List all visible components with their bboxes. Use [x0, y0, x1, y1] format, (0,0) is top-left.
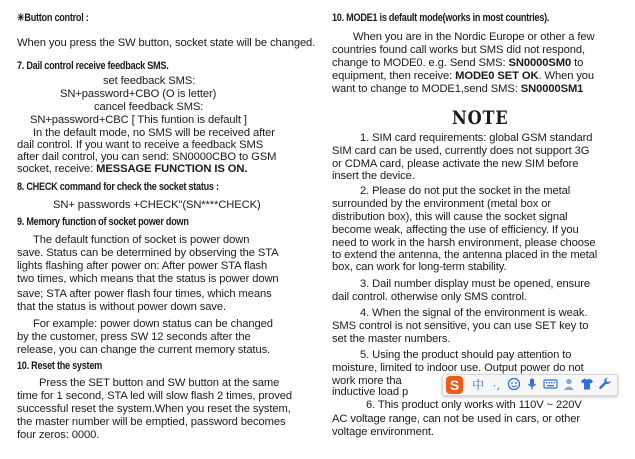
reset-paragraph-line: four zeros: 0000.: [17, 429, 100, 441]
note-2-line: to extend the antenna, the antenna placed in the metal: [332, 249, 598, 261]
keyboard-icon[interactable]: [543, 377, 558, 393]
ime-logo-icon[interactable]: S: [446, 376, 463, 394]
mode-paragraph-line: When you are in the Nordic Europe or other a few: [353, 31, 595, 43]
memory-paragraph-line: that the status is without power down save.: [17, 301, 227, 313]
wrench-icon[interactable]: [597, 377, 612, 393]
ime-toolbar[interactable]: [442, 374, 618, 396]
punctuation-toggle-button[interactable]: ·,: [492, 378, 500, 392]
note-2-line: distribution box), this will cause the socket signal: [332, 211, 568, 223]
note-1-line: insert the device.: [332, 170, 415, 182]
user-icon[interactable]: [561, 377, 576, 393]
dial-paragraph-line: dail control. If you want to receive a feedback SMS: [17, 139, 264, 151]
note-4-line: set the master numbers.: [332, 333, 451, 345]
button-control-text: When you press the SW button, socket state will be changed.: [17, 37, 316, 49]
memory-paragraph-line: two times, which means that the status is power down: [17, 273, 279, 285]
note-2-line: 2. Please do not put the socket in the metal: [360, 185, 571, 197]
language-toggle-button[interactable]: 中: [472, 378, 485, 392]
note-title: NOTE: [452, 107, 509, 129]
reset-paragraph-line: the master number will be emptied, password becomes: [17, 416, 286, 428]
note-4-line: SMS control is not sensitive, you can use SET key to: [332, 320, 589, 332]
dial-cancel-label: cancel feedback SMS:: [94, 101, 204, 113]
note-5-line: moisture, limited to indoor use. Output power do not: [332, 362, 584, 374]
dial-paragraph-line: In the default mode, no SMS will be received after: [33, 127, 275, 139]
reset-paragraph-line: time for 1 second, STA led will slow flash 2 times, proved: [17, 390, 293, 402]
note-6-line: voltage environment.: [332, 426, 434, 438]
dial-paragraph-line: after dail control, you can send: SN0000CBO to GSM: [17, 151, 277, 163]
mode-paragraph-line: want to change to MODE1,send SMS: SN0000SM1: [332, 83, 584, 95]
note-6-line: 6. This product only works with 110V ~ 220V: [366, 399, 582, 411]
microphone-icon[interactable]: [525, 377, 540, 393]
memory-paragraph-line: save. Status can be determined by observing the STA: [17, 247, 279, 259]
memory-paragraph-line: release, you can change the current memory status.: [17, 344, 271, 356]
note-2-line: surrounded by the environment (metal box or: [332, 198, 551, 210]
note-6-line: AC voltage range, can not be used in cars, or other: [332, 413, 581, 425]
mode-paragraph-line: equipment, then receive: MODE0 SET OK. When you: [332, 70, 595, 82]
dial-set-label: set feedback SMS:: [103, 75, 196, 87]
note-3-line: dail control. otherwise only SMS control.: [332, 291, 527, 303]
note-4-line: 4. When the signal of the environment is weak.: [360, 307, 588, 319]
note-2-line: box, can work for long-term stability.: [332, 261, 507, 273]
dial-cancel-command: SN+password+CBC [ This funtion is default ]: [30, 114, 247, 126]
memory-paragraph-line: save; STA after power flash four times, which means: [17, 288, 272, 300]
button-control-heading: ✳Button control :: [17, 12, 89, 24]
reset-paragraph-line: Press the SET button and SW button at the same: [39, 377, 280, 389]
memory-paragraph-line: For example: power down status can be changed: [33, 318, 273, 330]
memory-paragraph-line: lights flashing after power on: After power STA flash: [17, 260, 268, 272]
reset-paragraph-line: successful reset the system.When you reset the system,: [17, 403, 291, 415]
memory-function-heading: 9. Memory function of socket power down: [17, 216, 189, 228]
note-1-line: SIM card can be used, currently does not support 3G: [332, 145, 590, 157]
check-command-heading: 8. CHECK command for check the socket status :: [17, 181, 219, 193]
dial-paragraph-line: socket, receive: MESSAGE FUNCTION IS ON.: [17, 163, 248, 175]
emoji-icon[interactable]: [507, 377, 522, 393]
mode-heading: 10. MODE1 is default mode(works in most countries).: [332, 12, 550, 24]
reset-system-heading: 10. Reset the system: [17, 360, 102, 372]
dial-set-command: SN+password+CBO (O is letter): [60, 88, 217, 100]
note-2-line: become weak, affecting the use of efficiency. If you: [332, 224, 579, 236]
check-command-example: SN+ passwords +CHECK"(SN****CHECK): [53, 199, 261, 211]
note-5-line: work more tha: [332, 375, 402, 387]
note-1-line: 1. SIM card requirements: global GSM standard: [360, 132, 593, 144]
note-2-line: need to work in the harsh environment, please choose: [332, 237, 596, 249]
mode-paragraph-line: change to MODE0. e.g. Send SMS: SN0000SM0 to: [332, 57, 584, 69]
memory-paragraph-line: The default function of socket is power down: [33, 234, 250, 246]
note-3-line: 3. Dail number display must be opened, ensure: [360, 278, 590, 290]
shirt-icon[interactable]: [579, 377, 594, 393]
note-5-line: inductive load p: [332, 386, 409, 398]
note-1-line: or CDMA card, please activate the new SIM before: [332, 158, 579, 170]
mode-paragraph-line: countries found call works but SMS did not respond,: [332, 44, 585, 56]
memory-paragraph-line: by the customer, press SW 12 seconds after the: [17, 331, 251, 343]
dial-control-heading: 7. Dail control receive feedback SMS.: [17, 60, 169, 72]
note-5-line: 5. Using the product should pay attention to: [360, 349, 572, 361]
